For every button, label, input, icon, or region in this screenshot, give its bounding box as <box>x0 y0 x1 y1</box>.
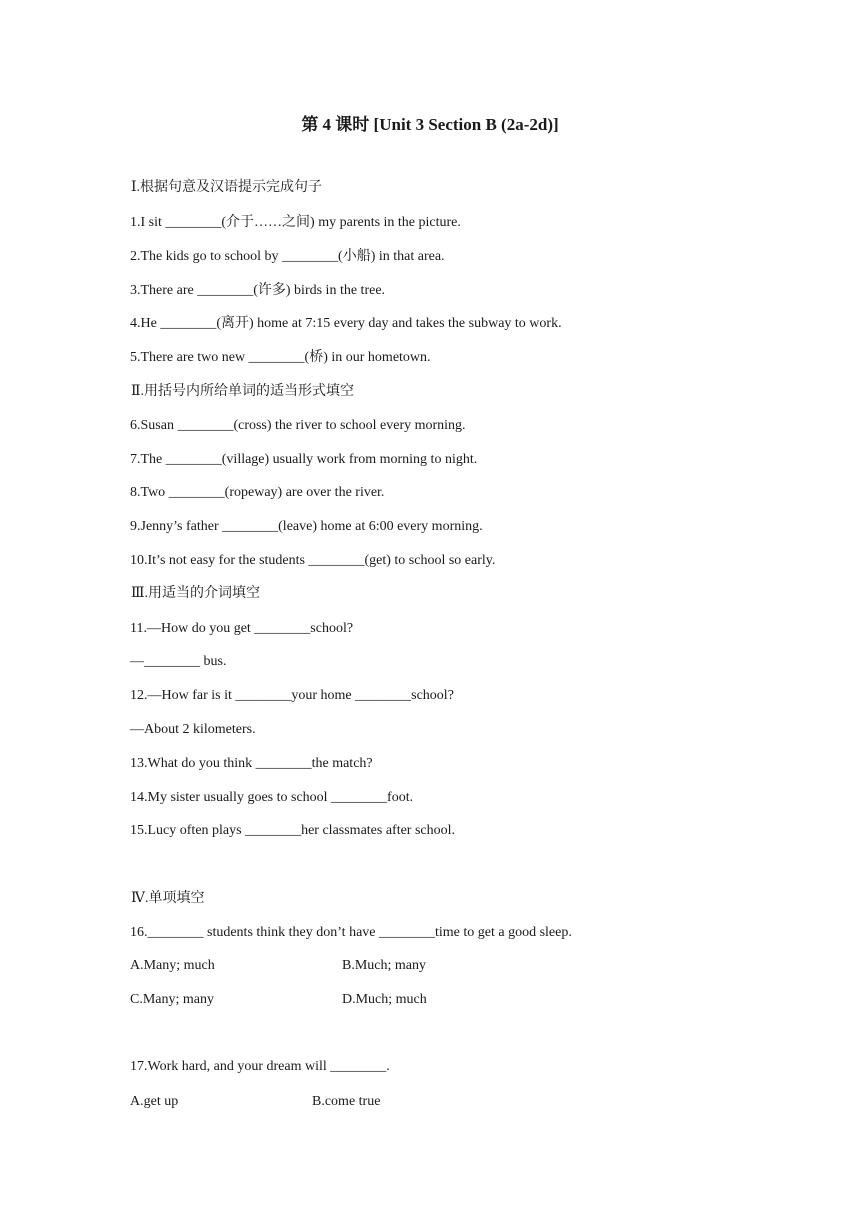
question-4: 4.He ________(离开) home at 7:15 every day and takes the subway to work. <box>130 316 562 331</box>
question-6: 6.Susan ________(cross) the river to school every morning. <box>130 418 466 433</box>
question-10: 10.It’s not easy for the students ________(get) to school so early. <box>130 553 496 568</box>
question-3: 3.There are ________(许多) birds in the tree. <box>130 283 386 298</box>
question-2: 2.The kids go to school by ________(小船) in that area. <box>130 249 445 264</box>
question-17: 17.Work hard, and your dream will ________. <box>130 1059 390 1074</box>
question-17-option-b: B.come true <box>312 1094 381 1109</box>
question-14: 14.My sister usually goes to school ________foot. <box>130 790 414 805</box>
question-16-option-b: B.Much; many <box>342 958 426 973</box>
question-12: 12.—How far is it ________your home ________school? <box>130 688 454 703</box>
question-16-option-c: C.Many; many <box>130 992 214 1007</box>
question-13: 13.What do you think ________the match? <box>130 756 373 771</box>
question-11: 11.—How do you get ________school? <box>130 621 354 636</box>
question-9: 9.Jenny’s father ________(leave) home at 6:00 every morning. <box>130 519 483 534</box>
question-16-option-a: A.Many; much <box>130 958 215 973</box>
section-1-heading: Ⅰ.根据句意及汉语提示完成句子 <box>131 180 323 195</box>
question-11-answer-line: —________ bus. <box>130 654 227 669</box>
question-16-option-d: D.Much; much <box>342 992 427 1007</box>
section-3-heading: Ⅲ.用适当的介词填空 <box>131 586 261 601</box>
question-7: 7.The ________(village) usually work from morning to night. <box>130 452 478 467</box>
question-1: 1.I sit ________(介于……之间) my parents in the picture. <box>130 215 461 230</box>
question-16: 16.________ students think they don’t have ________time to get a good sleep. <box>130 925 572 940</box>
question-5: 5.There are two new ________(桥) in our hometown. <box>130 350 431 365</box>
question-17-option-a: A.get up <box>130 1094 179 1109</box>
question-15: 15.Lucy often plays ________her classmates after school. <box>130 823 456 838</box>
section-4-heading: Ⅳ.单项填空 <box>131 891 205 906</box>
section-2-heading: Ⅱ.用括号内所给单词的适当形式填空 <box>131 384 355 399</box>
question-12-answer-line: —About 2 kilometers. <box>130 722 256 737</box>
question-8: 8.Two ________(ropeway) are over the river. <box>130 485 385 500</box>
page-title: 第 4 课时 [Unit 3 Section B (2a-2d)] <box>301 115 559 134</box>
